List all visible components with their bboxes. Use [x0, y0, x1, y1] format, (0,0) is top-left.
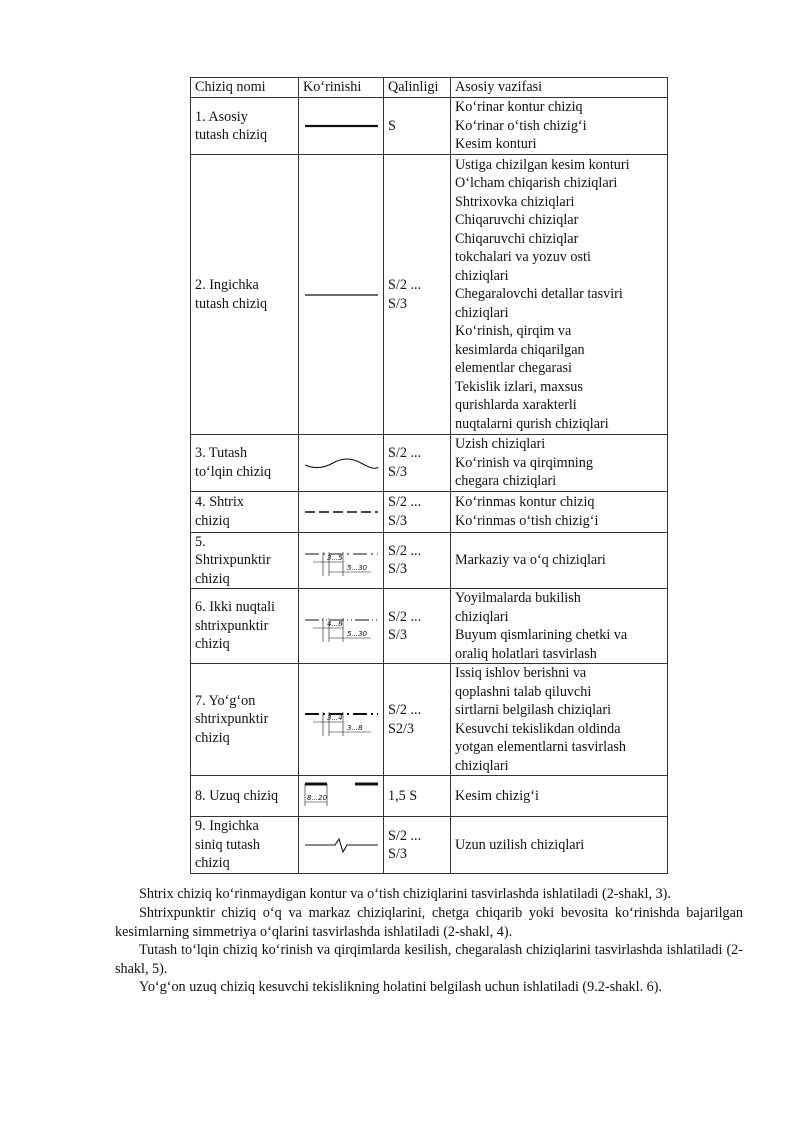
purpose-text: chiziqlari [455, 608, 509, 625]
purpose-cell [451, 817, 668, 874]
header-appearance: Ko‘rinishi [299, 78, 384, 98]
table-row [191, 532, 668, 589]
purpose-cell [451, 491, 668, 532]
line-name-cell [191, 589, 299, 664]
line-name-cell [191, 817, 299, 874]
purpose-text: chiziqlari [455, 267, 509, 284]
purpose-text: Ko‘rinmas o‘tish chizig‘i [455, 512, 599, 529]
table-row [191, 589, 668, 664]
purpose-text: chiziqlari [455, 304, 509, 321]
line-name-text: tutash chiziq [195, 295, 268, 312]
thickness-text: S/2 ... [388, 277, 422, 293]
purpose-text: Markaziy va o‘q chiziqlari [455, 552, 606, 568]
zigzag-break-line-icon [299, 825, 384, 865]
thickness-text: S [388, 117, 396, 134]
purpose-text: Chegaralovchi detallar tasviri [455, 286, 623, 303]
purpose-cell [451, 98, 668, 155]
purpose-text: Ko‘rinar kontur chiziq [455, 99, 583, 116]
line-name-text: shtrixpunktir [195, 617, 269, 634]
appearance-cell [299, 155, 384, 435]
dimension-label: 3...5 [327, 554, 343, 563]
thickness-text: S/2 ... [388, 702, 422, 718]
purpose-text: Kesim chizig‘i [455, 787, 539, 804]
table-row [191, 817, 668, 874]
line-name-text: 2. Ingichka [195, 277, 259, 293]
thick-solid-line-icon [299, 106, 384, 146]
purpose-text: sirtlarni belgilash chiziqlari [455, 702, 612, 718]
appearance-cell [299, 532, 384, 589]
table-row [191, 776, 668, 817]
open-line-icon [299, 776, 384, 816]
line-name-text: 3. Tutash [195, 445, 248, 462]
thickness-text: S/2 ... [388, 494, 422, 510]
thickness-text: S/3 [388, 846, 407, 862]
table-row [191, 664, 668, 776]
appearance-cell [299, 589, 384, 664]
appearance-cell [299, 776, 384, 817]
paragraph-3: Tutash to‘lqin chiziq ko‘rinish va qirqimlarda kesilish, chegaralash chiziqlarini tasvirlashda ishlatiladi (2-shakl, 5). [115, 942, 743, 977]
line-name-cell [191, 435, 299, 492]
appearance-cell [299, 435, 384, 492]
purpose-text: Buyum qismlarining chetki va [455, 627, 628, 643]
table-body [191, 98, 668, 874]
thin-solid-line-icon [299, 275, 384, 315]
line-name-text: chiziq [195, 570, 230, 587]
line-name-text: siniq tutash [195, 836, 261, 853]
purpose-text: Chiqaruvchi chiziqlar [455, 230, 579, 247]
purpose-text: oraliq holatlari tasvirlash [455, 645, 597, 662]
dash-double-dot-line-icon [299, 606, 384, 646]
line-name-text: tutash chiziq [195, 127, 268, 143]
header-thickness: Qalinligi [384, 78, 451, 98]
thickness-cell [384, 664, 451, 776]
purpose-text: Kesim konturi [455, 136, 537, 153]
line-name-text: 7. Yo‘g‘on [195, 692, 256, 709]
purpose-text: Uzun uzilish chiziqlari [455, 836, 585, 853]
appearance-cell [299, 491, 384, 532]
purpose-cell [451, 532, 668, 589]
appearance-cell [299, 664, 384, 776]
wavy-line-icon [299, 443, 384, 483]
line-name-text: 8. Uzuq chiziq [195, 787, 279, 804]
thickness-text: S/2 ... [388, 445, 422, 462]
thickness-cell [384, 98, 451, 155]
thickness-text: S/3 [388, 463, 407, 480]
paragraph-1: Shtrix chiziq ko‘rinmaydigan kontur va o‘tish chiziqlarini tasvirlashda ishlatiladi (2-shakl, 3). [139, 886, 671, 902]
thickness-cell [384, 532, 451, 589]
dash-dot-line-icon [299, 540, 384, 580]
dimension-label: 5...30 [347, 564, 368, 573]
thickness-cell [384, 776, 451, 817]
purpose-text: elementlar chegarasi [455, 360, 572, 377]
line-name-text: 9. Ingichka [195, 818, 259, 835]
purpose-text: Ko‘rinar o‘tish chizig‘i [455, 117, 587, 134]
header-purpose: Asosiy vazifasi [451, 78, 668, 98]
dimension-label: 5...30 [347, 630, 368, 638]
purpose-text: kesimlarda chiqarilgan [455, 341, 585, 358]
line-name-text: shtrixpunktir [195, 711, 269, 728]
purpose-text: Ko‘rinish, qirqim va [455, 323, 572, 340]
purpose-text: Chiqaruvchi chiziqlar [455, 212, 579, 229]
table-row [191, 491, 668, 532]
line-name-text: Shtrixpunktir [195, 552, 271, 568]
thickness-text: S/2 ... [388, 608, 422, 625]
thick-dash-dot-line-icon [299, 700, 384, 740]
purpose-text: chiziqlari [455, 757, 509, 774]
purpose-text: O‘lcham chiqarish chiziqlari [455, 175, 618, 192]
line-name-cell [191, 776, 299, 817]
purpose-cell [451, 589, 668, 664]
purpose-text: Ustiga chizilgan kesim konturi [455, 156, 630, 173]
appearance-cell [299, 817, 384, 874]
thickness-cell [384, 491, 451, 532]
purpose-text: nuqtalarni qurish chiziqlari [455, 415, 609, 432]
dashed-line-icon [299, 492, 384, 532]
purpose-text: Kesuvchi tekislikdan oldinda [455, 720, 621, 737]
line-name-text: chiziq [195, 729, 230, 746]
thickness-text: S/3 [388, 561, 407, 578]
dimension-label: 3...8 [347, 723, 363, 732]
line-name-text: chiziq [195, 636, 230, 653]
line-name-text: 5. [195, 533, 206, 550]
header-line-name: Chiziq nomi [191, 78, 299, 98]
purpose-text: tokchalari va yozuv osti [455, 249, 591, 266]
line-name-cell [191, 532, 299, 589]
table-header-row [191, 78, 668, 98]
purpose-text: Yoyilmalarda bukilish [455, 590, 581, 606]
thickness-text: S2/3 [388, 720, 415, 737]
table-row [191, 155, 668, 435]
purpose-cell [451, 664, 668, 776]
thickness-text: S/3 [388, 627, 407, 643]
thickness-text: S/3 [388, 512, 407, 529]
thickness-text: S/3 [388, 295, 407, 312]
paragraph-4: Yo‘g‘on uzuq chiziq kesuvchi tekislikning holatini belgilash uchun ishlatiladi (9.2-shakl. 6). [139, 979, 663, 995]
line-name-cell [191, 491, 299, 532]
paragraph-2: Shtrixpunktir chiziq o‘q va markaz chiziqlarini, chetga chiqarib yoki bevosita ko‘rinishda bajarilgan kesimlarning simmetriya o‘qlarini tasvirlashda ishlatiladi (2-shakl, 4). [115, 905, 743, 940]
purpose-text: qurishlarda xarakterli [455, 397, 577, 414]
thickness-cell [384, 817, 451, 874]
line-name-text: to‘lqin chiziq [195, 463, 272, 480]
purpose-text: Uzish chiziqlari [455, 436, 546, 452]
purpose-text: Issiq ishlov berishni va [455, 665, 587, 681]
line-name-text: 1. Asosiy [195, 108, 248, 125]
thickness-text: 1,5 S [388, 787, 418, 804]
appearance-cell [299, 98, 384, 155]
purpose-text: Ko‘rinmas kontur chiziq [455, 494, 595, 510]
thickness-text: S/2 ... [388, 827, 422, 844]
purpose-text: Shtrixovka chiziqlari [455, 193, 575, 210]
line-name-text: chiziq [195, 855, 230, 872]
dimension-label: 4...6 [327, 620, 343, 628]
purpose-cell [451, 435, 668, 492]
purpose-text: Tekislik izlari, maxsus [455, 378, 583, 395]
thickness-text: S/2 ... [388, 542, 422, 559]
line-name-cell [191, 98, 299, 155]
line-name-cell [191, 664, 299, 776]
line-types-table [190, 77, 668, 874]
table-row [191, 435, 668, 492]
table-row [191, 98, 668, 155]
purpose-text: chegara chiziqlari [455, 473, 557, 489]
purpose-text: Ko‘rinish va qirqimning [455, 454, 593, 471]
line-name-cell [191, 155, 299, 435]
line-name-text: 4. Shtrix [195, 494, 244, 510]
purpose-text: yotgan elementlarni tasvirlash [455, 739, 626, 755]
dimension-label: 3...4 [327, 713, 343, 722]
dimension-label: 8...20 [307, 794, 328, 802]
thickness-cell [384, 435, 451, 492]
purpose-cell [451, 776, 668, 817]
thickness-cell [384, 589, 451, 664]
thickness-cell [384, 155, 451, 435]
purpose-cell [451, 155, 668, 435]
line-name-text: chiziq [195, 512, 230, 529]
line-name-text: 6. Ikki nuqtali [195, 599, 275, 616]
purpose-text: qoplashni talab qiluvchi [455, 683, 592, 700]
